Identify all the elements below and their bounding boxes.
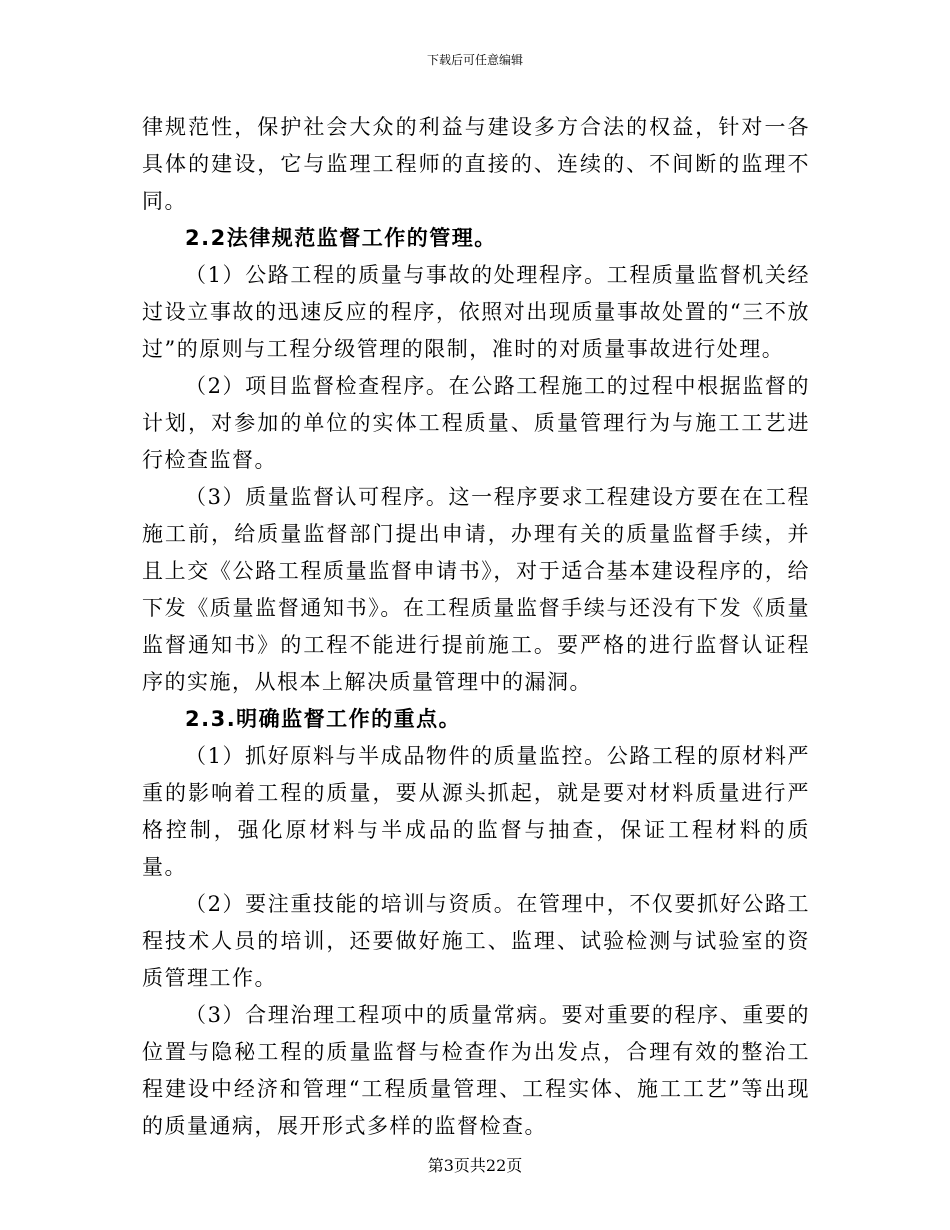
- page-number: 第3页共22页: [427, 1156, 523, 1175]
- paragraph-continuation: 律规范性，保护社会大众的利益与建设多方合法的权益，针对一各具体的建设，它与监理工程师的直接的、连续的、不间断的监理不同。: [142, 115, 810, 213]
- page-header: 下载后可任意编辑: [426, 53, 523, 67]
- paragraph-2-3-item-3: （3）合理治理工程项中的质量常病。要对重要的程序、重要的位置与隐秘工程的质量监督与检查作为出发点，合理有效的整治工程建设中经济和管理“工程质量管理、工程实体、施工工艺”等出现的质量通病，展开形式多样的监督检查。: [142, 1003, 810, 1138]
- section-heading-2-3: 2.3.明确监督工作的重点。: [185, 707, 462, 731]
- paragraph-2-3-item-2: （2）要注重技能的培训与资质。在管理中，不仅要抓好公路工程技术人员的培训，还要做好施工、监理、试验检测与试验室的资质管理工作。: [142, 892, 810, 990]
- paragraph-2-3-item-1: （1）抓好原料与半成品物件的质量监控。公路工程的原材料严重的影响着工程的质量，要从源头抓起，就是要对材料质量进行严格控制，强化原材料与半成品的监督与抽查，保证工程材料的质量。: [142, 744, 810, 879]
- paragraph-2-2-item-2: （2）项目监督检查程序。在公路工程施工的过程中根据监督的计划，对参加的单位的实体工程质量、质量管理行为与施工工艺进行检查监督。: [142, 374, 810, 472]
- paragraph-2-2-item-1: （1）公路工程的质量与事故的处理程序。工程质量监督机关经过设立事故的迅速反应的程序，依照对出现质量事故处置的“三不放过”的原则与工程分级管理的限制，准时的对质量事故进行处理。: [142, 263, 810, 361]
- section-heading-2-2: 2.2法律规范监督工作的管理。: [185, 226, 497, 250]
- document-body: [142, 109, 810, 1145]
- paragraph-2-2-item-3: （3）质量监督认可程序。这一程序要求工程建设方要在在工程施工前，给质量监督部门提出申请，办理有关的质量监督手续，并且上交《公路工程质量监督申请书》，对于适合基本建设程序的，给下发《质量监督通知书》。在工程质量监督手续与还没有下发《质量监督通知书》的工程不能进行提前施工。要严格的进行监督认证程序的实施，从根本上解决质量管理中的漏洞。: [142, 485, 810, 694]
